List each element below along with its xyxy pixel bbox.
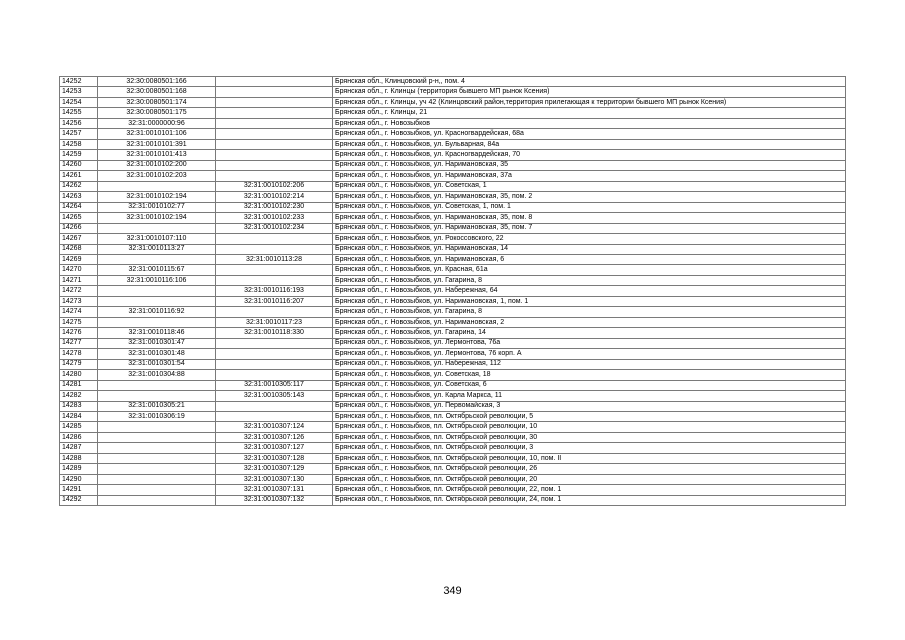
row-number-cell: 14280 — [60, 370, 98, 380]
linked-cadastral-number-cell: 32:31:0010102:230 — [216, 202, 333, 212]
table-row — [60, 181, 846, 191]
table-row — [60, 338, 846, 348]
table-row — [60, 150, 846, 160]
address-cell: Брянская обл., г. Новозыбков, ул. Набережная, 64 — [333, 286, 846, 296]
linked-cadastral-number-cell: 32:31:0010118:330 — [216, 328, 333, 338]
table-row — [60, 234, 846, 244]
linked-cadastral-number-cell: 32:31:0010307:127 — [216, 443, 333, 453]
row-number-cell: 14286 — [60, 432, 98, 442]
linked-cadastral-number-cell — [216, 150, 333, 160]
cadastral-number-cell: 32:30:0080501:168 — [98, 87, 216, 97]
table-row — [60, 108, 846, 118]
address-cell: Брянская обл., г. Новозыбков, ул. Советская, 18 — [333, 370, 846, 380]
linked-cadastral-number-cell — [216, 87, 333, 97]
linked-cadastral-number-cell — [216, 412, 333, 422]
row-number-cell: 14276 — [60, 328, 98, 338]
row-number-cell: 14292 — [60, 495, 98, 505]
cadastral-number-cell — [98, 432, 216, 442]
table-row — [60, 77, 846, 87]
row-number-cell: 14264 — [60, 202, 98, 212]
linked-cadastral-number-cell: 32:31:0010102:233 — [216, 213, 333, 223]
address-cell: Брянская обл., г. Новозыбков, ул. Гагарина, 14 — [333, 328, 846, 338]
linked-cadastral-number-cell: 32:31:0010102:214 — [216, 192, 333, 202]
address-cell: Брянская обл., Клинцовский р-н,, пом. 4 — [333, 77, 846, 87]
cadastral-number-cell: 32:31:0010301:47 — [98, 338, 216, 348]
address-cell: Брянская обл., г. Новозыбков, пл. Октябрьской революции, 26 — [333, 464, 846, 474]
table-row — [60, 443, 846, 453]
cadastral-number-cell: 32:31:0010115:67 — [98, 265, 216, 275]
address-cell: Брянская обл., г. Новозыбков, ул. Наримановская, 35, пом. 8 — [333, 213, 846, 223]
row-number-cell: 14256 — [60, 118, 98, 128]
address-cell: Брянская обл., г. Новозыбков, ул. Гагарина, 8 — [333, 275, 846, 285]
cadastral-number-cell — [98, 286, 216, 296]
linked-cadastral-number-cell: 32:31:0010307:129 — [216, 464, 333, 474]
row-number-cell: 14291 — [60, 485, 98, 495]
cadastral-number-cell: 32:31:0010101:106 — [98, 129, 216, 139]
cadastral-number-cell: 32:31:0010118:46 — [98, 328, 216, 338]
linked-cadastral-number-cell: 32:31:0010116:207 — [216, 296, 333, 306]
cadastral-number-cell: 32:30:0080501:166 — [98, 77, 216, 87]
linked-cadastral-number-cell: 32:31:0010102:234 — [216, 223, 333, 233]
cadastral-number-cell: 32:30:0080501:175 — [98, 108, 216, 118]
cadastral-number-cell: 32:31:0000000:96 — [98, 118, 216, 128]
row-number-cell: 14262 — [60, 181, 98, 191]
row-number-cell: 14259 — [60, 150, 98, 160]
row-number-cell: 14252 — [60, 77, 98, 87]
row-number-cell: 14288 — [60, 453, 98, 463]
cadastral-number-cell: 32:31:0010102:200 — [98, 160, 216, 170]
table-row — [60, 192, 846, 202]
row-number-cell: 14260 — [60, 160, 98, 170]
address-cell: Брянская обл., г. Новозыбков, ул. Советская, 1, пом. 1 — [333, 202, 846, 212]
table-row — [60, 453, 846, 463]
table-row — [60, 160, 846, 170]
address-cell: Брянская обл., г. Новозыбков, пл. Октябрьской революции, 5 — [333, 412, 846, 422]
address-cell: Брянская обл., г. Новозыбков, ул. Набережная, 112 — [333, 359, 846, 369]
row-number-cell: 14254 — [60, 97, 98, 107]
cadastral-number-cell: 32:31:0010113:27 — [98, 244, 216, 254]
row-number-cell: 14269 — [60, 254, 98, 264]
linked-cadastral-number-cell — [216, 97, 333, 107]
cadastral-number-cell — [98, 296, 216, 306]
cadastral-number-cell — [98, 223, 216, 233]
table-row — [60, 118, 846, 128]
row-number-cell: 14266 — [60, 223, 98, 233]
row-number-cell: 14277 — [60, 338, 98, 348]
table-row — [60, 275, 846, 285]
table-row — [60, 359, 846, 369]
address-cell: Брянская обл., г. Новозыбков, ул. Наримановская, 35, пом. 7 — [333, 223, 846, 233]
address-cell: Брянская обл., г. Новозыбков, ул. Бульварная, 84а — [333, 139, 846, 149]
cadastral-number-cell — [98, 464, 216, 474]
table-row — [60, 307, 846, 317]
linked-cadastral-number-cell — [216, 171, 333, 181]
linked-cadastral-number-cell — [216, 275, 333, 285]
row-number-cell: 14261 — [60, 171, 98, 181]
linked-cadastral-number-cell — [216, 129, 333, 139]
address-cell: Брянская обл., г. Новозыбков, ул. Советская, 1 — [333, 181, 846, 191]
table-row — [60, 87, 846, 97]
table-row — [60, 380, 846, 390]
linked-cadastral-number-cell: 32:31:0010307:126 — [216, 432, 333, 442]
linked-cadastral-number-cell — [216, 244, 333, 254]
table-row — [60, 474, 846, 484]
cadastral-number-cell: 32:31:0010102:203 — [98, 171, 216, 181]
cadastral-number-cell — [98, 181, 216, 191]
table-row — [60, 129, 846, 139]
table-row — [60, 202, 846, 212]
address-cell: Брянская обл., г. Новозыбков, ул. Лермонтова, 76 корп. А — [333, 349, 846, 359]
linked-cadastral-number-cell — [216, 359, 333, 369]
cadastral-number-cell — [98, 380, 216, 390]
cadastral-number-cell: 32:31:0010306:19 — [98, 412, 216, 422]
address-cell: Брянская обл., г. Новозыбков, пл. Октябрьской революции, 10 — [333, 422, 846, 432]
table-row — [60, 328, 846, 338]
table-row — [60, 139, 846, 149]
cadastral-number-cell — [98, 443, 216, 453]
linked-cadastral-number-cell: 32:31:0010307:130 — [216, 474, 333, 484]
row-number-cell: 14273 — [60, 296, 98, 306]
cadastral-number-cell — [98, 422, 216, 432]
table-row — [60, 213, 846, 223]
table-row — [60, 464, 846, 474]
cadastral-number-cell: 32:31:0010102:77 — [98, 202, 216, 212]
linked-cadastral-number-cell — [216, 108, 333, 118]
linked-cadastral-number-cell — [216, 234, 333, 244]
row-number-cell: 14257 — [60, 129, 98, 139]
cadastral-number-cell: 32:31:0010301:54 — [98, 359, 216, 369]
cadastral-number-cell: 32:31:0010116:106 — [98, 275, 216, 285]
linked-cadastral-number-cell: 32:31:0010307:124 — [216, 422, 333, 432]
address-cell: Брянская обл., г. Новозыбков, пл. Октябрьской революции, 20 — [333, 474, 846, 484]
linked-cadastral-number-cell — [216, 77, 333, 87]
table-row — [60, 223, 846, 233]
table-row — [60, 97, 846, 107]
address-cell: Брянская обл., г. Новозыбков, ул. Красногвардейская, 68а — [333, 129, 846, 139]
row-number-cell: 14284 — [60, 412, 98, 422]
cadastral-number-cell: 32:31:0010101:413 — [98, 150, 216, 160]
linked-cadastral-number-cell — [216, 118, 333, 128]
table-row — [60, 432, 846, 442]
table-row — [60, 485, 846, 495]
table-row — [60, 286, 846, 296]
linked-cadastral-number-cell: 32:31:0010307:128 — [216, 453, 333, 463]
linked-cadastral-number-cell: 32:31:0010102:206 — [216, 181, 333, 191]
address-cell: Брянская обл., г. Новозыбков, ул. Наримановская, 2 — [333, 317, 846, 327]
address-cell: Брянская обл., г. Новозыбков, ул. Первомайская, 3 — [333, 401, 846, 411]
linked-cadastral-number-cell: 32:31:0010307:131 — [216, 485, 333, 495]
row-number-cell: 14255 — [60, 108, 98, 118]
registry-table-body — [60, 77, 846, 506]
cadastral-number-cell: 32:31:0010107:110 — [98, 234, 216, 244]
address-cell: Брянская обл., г. Новозыбков, ул. Красная, 61а — [333, 265, 846, 275]
row-number-cell: 14287 — [60, 443, 98, 453]
address-cell: Брянская обл., г. Новозыбков, ул. Наримановская, 6 — [333, 254, 846, 264]
registry-table — [59, 76, 846, 506]
address-cell: Брянская обл., г. Клинцы, уч 42 (Клинцовский район,территория прилегающая к территории бывшего МП рынок Ксения) — [333, 97, 846, 107]
linked-cadastral-number-cell: 32:31:0010305:117 — [216, 380, 333, 390]
cadastral-number-cell — [98, 317, 216, 327]
row-number-cell: 14253 — [60, 87, 98, 97]
table-row — [60, 370, 846, 380]
address-cell: Брянская обл., г. Клинцы, 21 — [333, 108, 846, 118]
row-number-cell: 14281 — [60, 380, 98, 390]
address-cell: Брянская обл., г. Новозыбков, ул. Наримановская, 14 — [333, 244, 846, 254]
address-cell: Брянская обл., г. Новозыбков, пл. Октябрьской революции, 3 — [333, 443, 846, 453]
linked-cadastral-number-cell: 32:31:0010116:193 — [216, 286, 333, 296]
row-number-cell: 14268 — [60, 244, 98, 254]
address-cell: Брянская обл., г. Новозыбков, пл. Октябрьской революции, 30 — [333, 432, 846, 442]
cadastral-number-cell — [98, 485, 216, 495]
linked-cadastral-number-cell: 32:31:0010307:132 — [216, 495, 333, 505]
row-number-cell: 14279 — [60, 359, 98, 369]
row-number-cell: 14258 — [60, 139, 98, 149]
address-cell: Брянская обл., г. Новозыбков, пл. Октябрьской революции, 22, пом. 1 — [333, 485, 846, 495]
cadastral-number-cell: 32:31:0010304:88 — [98, 370, 216, 380]
linked-cadastral-number-cell — [216, 349, 333, 359]
cadastral-number-cell — [98, 254, 216, 264]
address-cell: Брянская обл., г. Новозыбков — [333, 118, 846, 128]
row-number-cell: 14263 — [60, 192, 98, 202]
address-cell: Брянская обл., г. Новозыбков, ул. Лермонтова, 76а — [333, 338, 846, 348]
cadastral-number-cell — [98, 474, 216, 484]
cadastral-number-cell: 32:30:0080501:174 — [98, 97, 216, 107]
address-cell: Брянская обл., г. Новозыбков, ул. Наримановская, 1, пом. 1 — [333, 296, 846, 306]
table-row — [60, 254, 846, 264]
address-cell: Брянская обл., г. Новозыбков, ул. Наримановская, 35, пом. 2 — [333, 192, 846, 202]
address-cell: Брянская обл., г. Новозыбков, ул. Гагарина, 8 — [333, 307, 846, 317]
linked-cadastral-number-cell — [216, 139, 333, 149]
address-cell: Брянская обл., г. Клинцы (территория бывшего МП рынок Ксения) — [333, 87, 846, 97]
cadastral-number-cell: 32:31:0010102:194 — [98, 213, 216, 223]
row-number-cell: 14274 — [60, 307, 98, 317]
linked-cadastral-number-cell: 32:31:0010117:23 — [216, 317, 333, 327]
row-number-cell: 14278 — [60, 349, 98, 359]
row-number-cell: 14267 — [60, 234, 98, 244]
table-row — [60, 265, 846, 275]
row-number-cell: 14290 — [60, 474, 98, 484]
linked-cadastral-number-cell — [216, 370, 333, 380]
cadastral-number-cell — [98, 453, 216, 463]
table-row — [60, 391, 846, 401]
table-row — [60, 412, 846, 422]
address-cell: Брянская обл., г. Новозыбков, пл. Октябрьской революции, 10, пом. II — [333, 453, 846, 463]
cadastral-number-cell: 32:31:0010305:21 — [98, 401, 216, 411]
cadastral-number-cell — [98, 495, 216, 505]
linked-cadastral-number-cell — [216, 160, 333, 170]
address-cell: Брянская обл., г. Новозыбков, ул. Рокоссовского, 22 — [333, 234, 846, 244]
row-number-cell: 14275 — [60, 317, 98, 327]
cadastral-number-cell: 32:31:0010116:92 — [98, 307, 216, 317]
row-number-cell: 14285 — [60, 422, 98, 432]
address-cell: Брянская обл., г. Новозыбков, ул. Наримановская, 37а — [333, 171, 846, 181]
cadastral-number-cell: 32:31:0010301:48 — [98, 349, 216, 359]
row-number-cell: 14271 — [60, 275, 98, 285]
linked-cadastral-number-cell: 32:31:0010113:28 — [216, 254, 333, 264]
row-number-cell: 14265 — [60, 213, 98, 223]
address-cell: Брянская обл., г. Новозыбков, пл. Октябрьской революции, 24, пом. 1 — [333, 495, 846, 505]
address-cell: Брянская обл., г. Новозыбков, ул. Красногвардейская, 70 — [333, 150, 846, 160]
address-cell: Брянская обл., г. Новозыбков, ул. Наримановская, 35 — [333, 160, 846, 170]
table-row — [60, 495, 846, 505]
address-cell: Брянская обл., г. Новозыбков, ул. Советская, 6 — [333, 380, 846, 390]
page-number: 349 — [443, 585, 462, 597]
cadastral-number-cell: 32:31:0010101:391 — [98, 139, 216, 149]
table-row — [60, 349, 846, 359]
linked-cadastral-number-cell — [216, 401, 333, 411]
row-number-cell: 14283 — [60, 401, 98, 411]
linked-cadastral-number-cell — [216, 265, 333, 275]
linked-cadastral-number-cell — [216, 307, 333, 317]
row-number-cell: 14270 — [60, 265, 98, 275]
row-number-cell: 14289 — [60, 464, 98, 474]
cadastral-number-cell: 32:31:0010102:194 — [98, 192, 216, 202]
table-row — [60, 317, 846, 327]
table-row — [60, 244, 846, 254]
table-row — [60, 422, 846, 432]
linked-cadastral-number-cell — [216, 338, 333, 348]
table-row — [60, 171, 846, 181]
cadastral-number-cell — [98, 391, 216, 401]
row-number-cell: 14282 — [60, 391, 98, 401]
linked-cadastral-number-cell: 32:31:0010305:143 — [216, 391, 333, 401]
table-row — [60, 401, 846, 411]
table-row — [60, 296, 846, 306]
row-number-cell: 14272 — [60, 286, 98, 296]
address-cell: Брянская обл., г. Новозыбков, ул. Карла Маркса, 11 — [333, 391, 846, 401]
